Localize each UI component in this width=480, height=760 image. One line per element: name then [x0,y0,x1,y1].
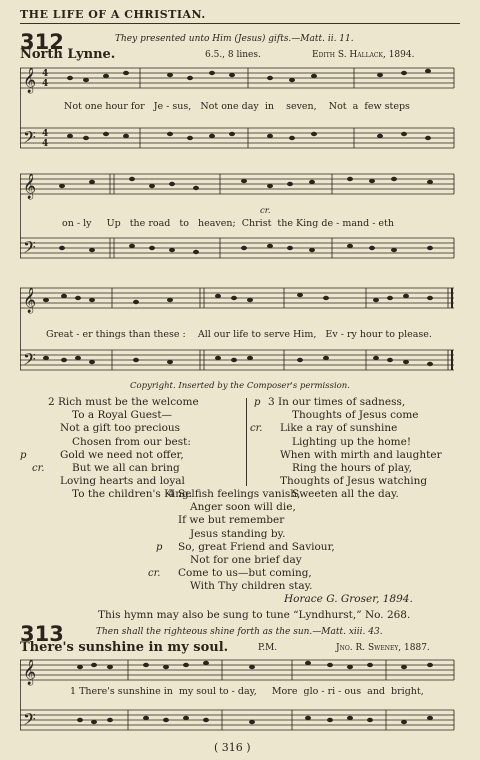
verse-3-line-1: 3 In our times of sadness, [268,396,406,408]
verse-2-line-3: Not a gift too precious [60,422,181,435]
verse-4-line-2: Anger soon will die, [190,501,296,514]
hymn-312-lyric-line-2: on - ly Up the road to heaven; Christ the King de - mand - eth [62,218,394,229]
verse-3-line-7: Thoughts of Jesus watching [280,475,428,488]
verse-3-line-8: Sweeten all the day. [292,488,399,501]
hymn-312-meter: 6.5., 8 lines. [205,50,261,60]
hymn-312-composer: Edith S. Hallack, 1894. [312,50,415,60]
copyright-note: Copyright. Inserted by the Composer's permission. [130,381,350,391]
svg-text:𝄢: 𝄢 [23,349,36,373]
music-system-1 [20,62,460,170]
crescendo-mark: cr. [260,206,271,216]
music-system-4 [20,654,460,742]
verse-2-line-8: To the children's King. [72,488,193,501]
verse-3-dynamic-p: p [254,397,261,408]
header-rule [20,23,460,24]
hymn-313-meter: P.M. [258,643,278,653]
verse-4-dynamic-cr: cr. [148,568,161,580]
verse-4-line-8: With Thy children stay. [190,580,313,593]
verse-3-line-6: Ring the hours of play, [292,462,412,475]
hymn-312-scripture: They presented unto Him (Jesus) gifts.—Matt. ii. 11. [115,34,354,44]
verse-4 [148,488,388,594]
hymn-312-tune: North Lynne. [20,47,116,62]
verse-2-line-1: 2 Rich must be the welcome [48,396,199,408]
music-system-1-svg [20,62,460,166]
verse-divider [246,398,247,486]
svg-text:𝄢: 𝄢 [23,237,36,261]
svg-text:4: 4 [42,129,49,139]
verse-2-dynamic-cr: cr. [32,463,45,475]
hymn-313-composer: Jno. R. Sweney, 1887. [336,643,430,653]
svg-text:𝄞: 𝄞 [23,660,37,685]
verse-4-dynamic-p: p [156,541,163,553]
verse-4-line-7: Come to us—but coming, [178,567,312,580]
verse-3-line-2: Thoughts of Jesus come [292,409,419,422]
verse-3-line-4: Lighting up the home! [292,435,412,448]
hymn-313-scripture: Then shall the righteous shine forth as the sun.—Matt. xiii. 43. [96,627,383,637]
lyric-attribution: Horace G. Groser, 1894. [284,593,413,605]
hymn-312-lyric-line-1: Not one hour for Je - sus, Not one day in seven, Not a few steps [64,101,410,112]
verse-4-line-1: 4 Selfish feelings vanish, [168,488,301,500]
svg-text:4: 4 [42,69,49,79]
verse-2 [20,396,249,502]
verse-2-line-7: Loving hearts and loyal [60,475,185,488]
verse-2-line-2: To a Royal Guest— [72,409,173,422]
hymn-312-lyric-line-3: Great - er things than these : All our life to serve Him, Ev - ry hour to please. [46,329,432,340]
page-number: ( 316 ) [214,741,251,754]
verse-2-dynamic-p: p [20,449,27,461]
svg-text:4: 4 [42,139,49,149]
svg-text:𝄞: 𝄞 [23,174,37,199]
svg-text:𝄢: 𝄢 [23,709,36,733]
verse-4-line-4: Jesus standing by. [190,527,286,540]
hymn-313-number: 313 [20,622,64,646]
alternate-tune-note: This hymn may also be sung to tune “Lyndhurst,” No. 268. [98,609,411,621]
verse-3-dynamic-cr: cr. [250,423,263,435]
verse-2-line-6: But we all can bring [72,462,180,475]
hymn-312-number: 312 [20,30,64,54]
svg-text:𝄢: 𝄢 [23,127,36,151]
page-header: THE LIFE OF A CHRISTIAN. [20,8,206,21]
verse-4-line-3: If we but remember [178,514,285,527]
verse-2-line-5: Gold we need not offer, [60,448,184,461]
verse-4-line-6: Not for one brief day [190,554,302,567]
svg-text:𝄞: 𝄞 [23,288,37,313]
svg-text:4: 4 [42,79,49,89]
hymn-313-tune: There's sunshine in my soul. [20,640,229,655]
verse-2-line-4: Chosen from our best: [72,435,191,448]
verse-3 [250,396,468,502]
verse-3-line-3: Like a ray of sunshine [280,422,398,435]
verse-4-line-5: So, great Friend and Saviour, [178,540,335,553]
svg-text:𝄞: 𝄞 [23,68,37,93]
hymn-313-lyric-line-1: 1 There's sunshine in my soul to - day, More glo - ri - ous and bright, [70,686,424,697]
verse-3-line-5: When with mirth and laughter [280,448,442,461]
